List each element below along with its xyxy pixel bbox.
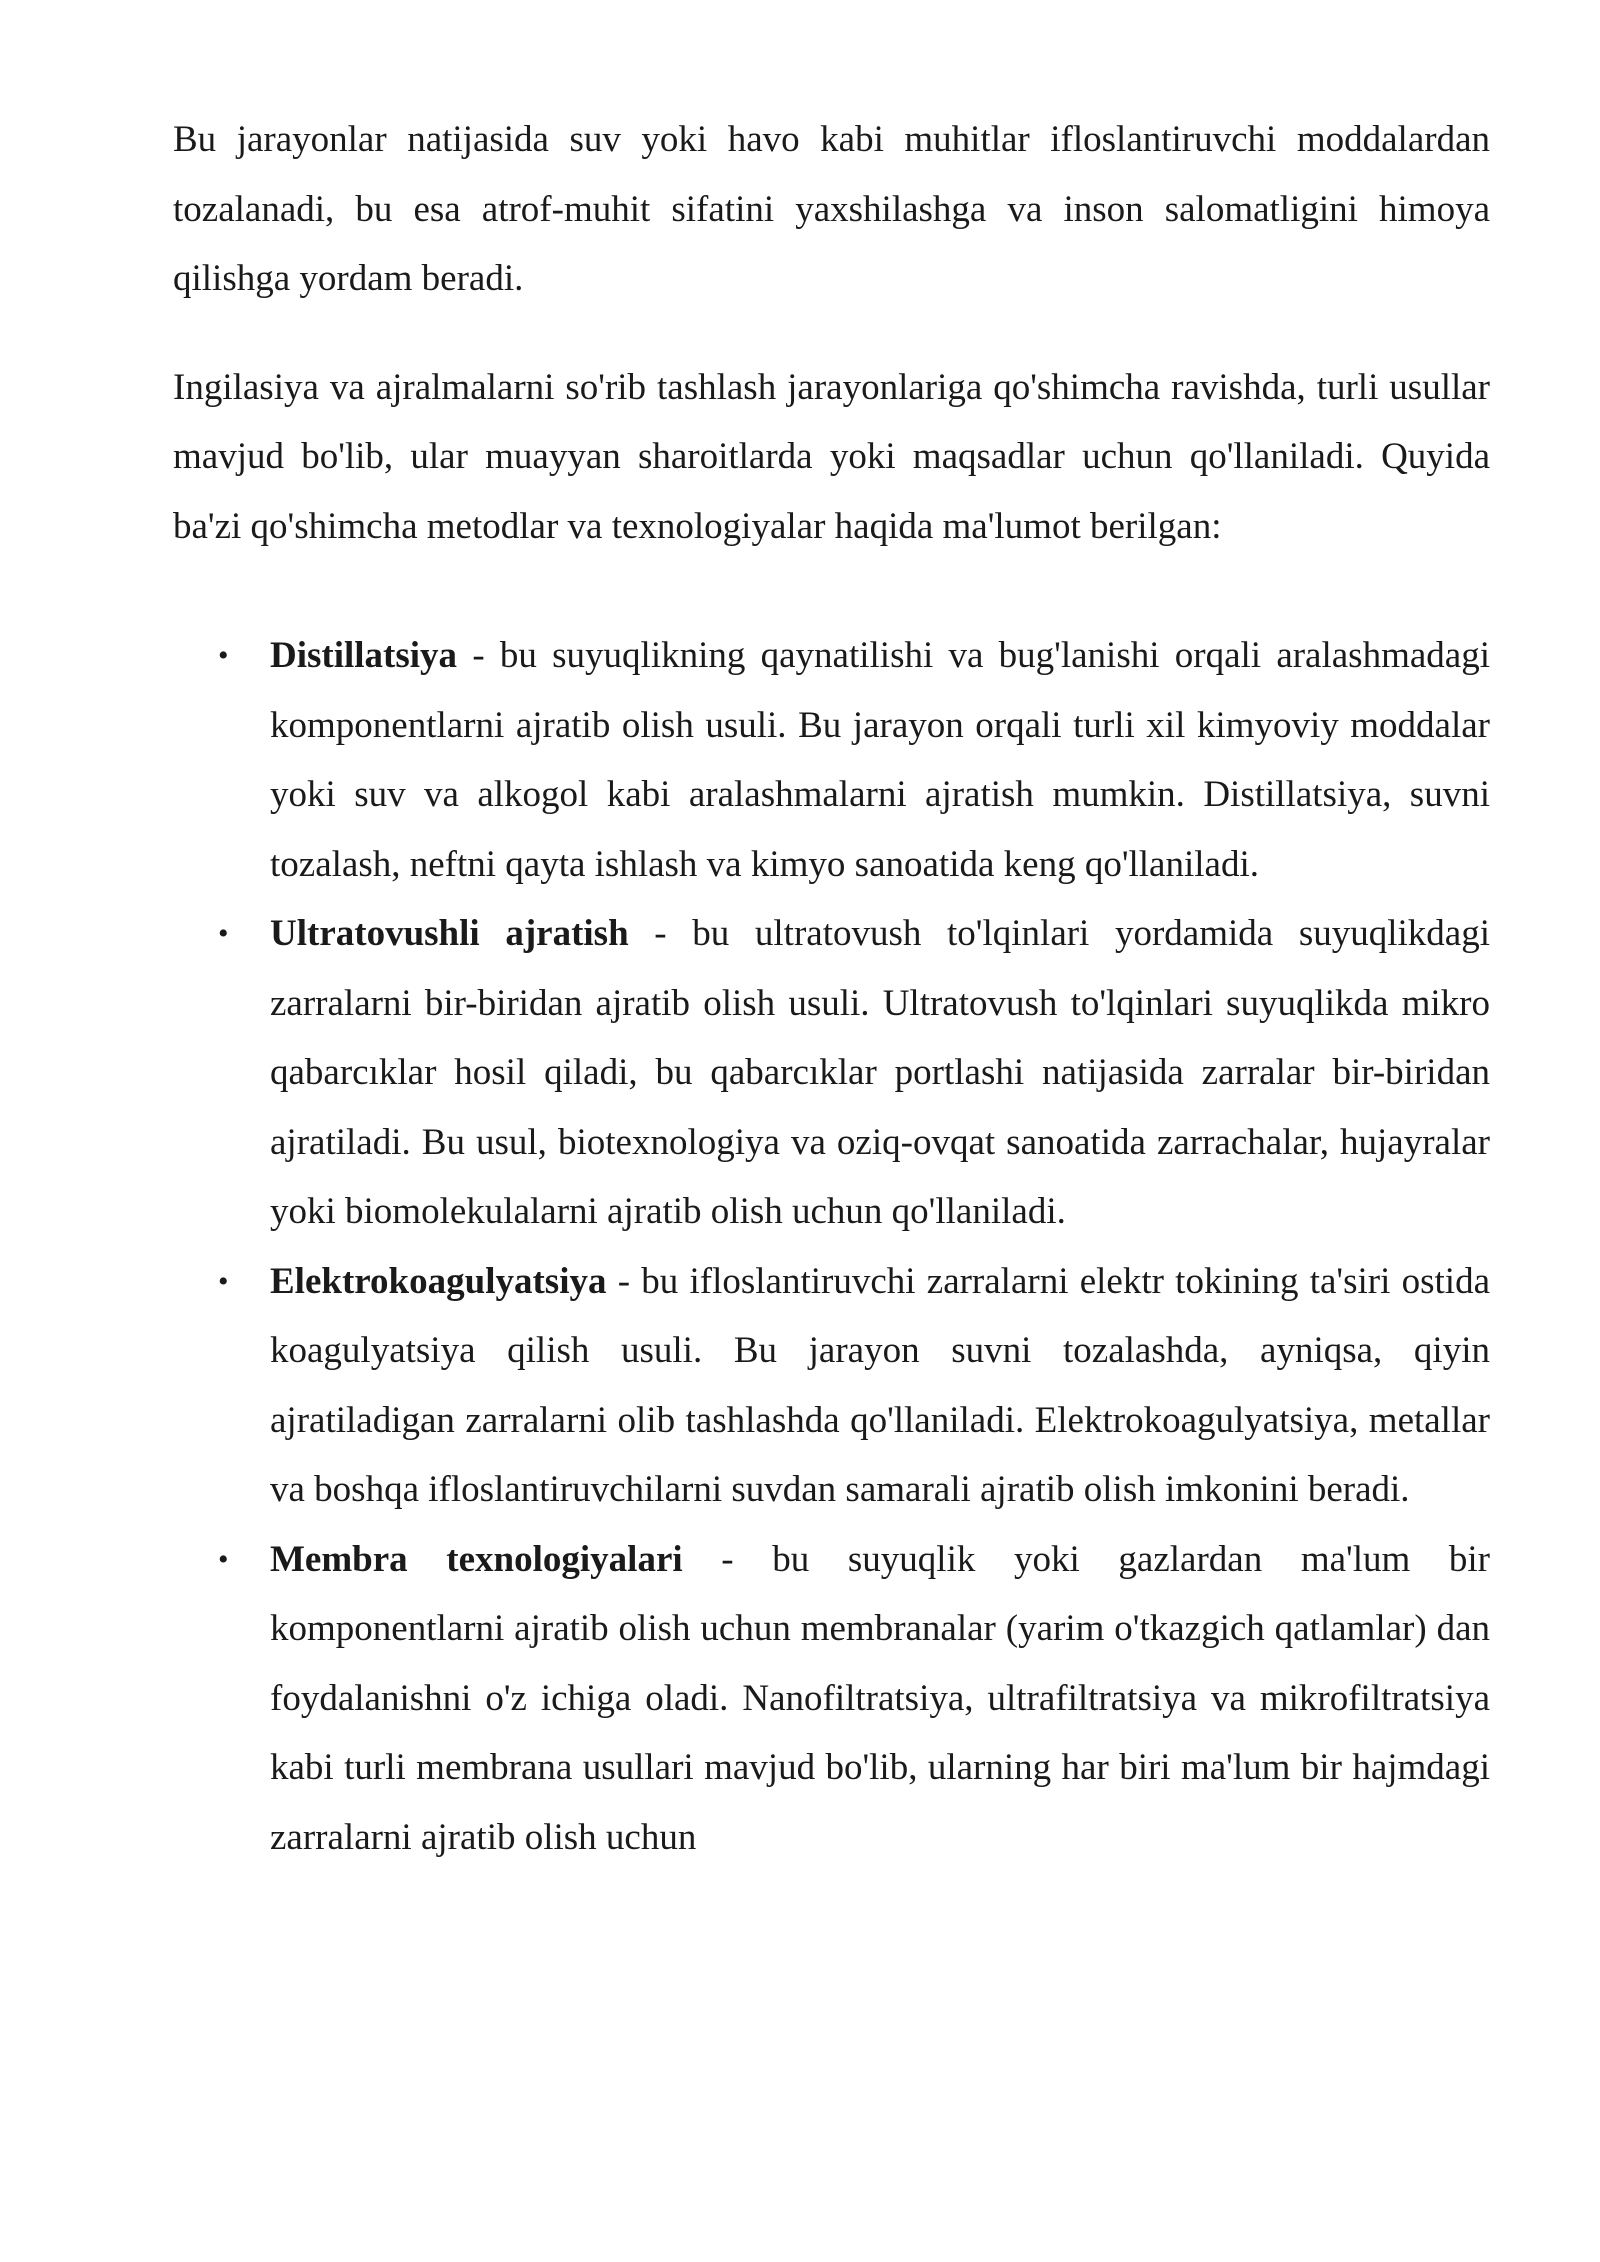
list-item: [173, 1525, 1490, 1873]
method-description: - bu ifloslantiruvchi zarralarni elektr tokining ta'siri ostida koagulyatsiya qilish usuli. Bu jarayon suvni tozalashda, ayniqsa, qiyin ajratiladigan zarralarni olib tashlashda qo'llaniladi. Elektrokoagulyatsiya, metallar va boshqa ifloslantiruvchilarni suvdan samarali ajratib olish imkonini beradi.: [270, 1260, 1490, 1510]
method-description: - bu suyuqlik yoki gazlardan ma'lum bir komponentlarni ajratib olish uchun membranalar (yarim o'tkazgich qatlamlar) dan foydalanishni o'z ichiga oladi. Nanofiltratsiya, ultrafiltratsiya va mikrofiltratsiya kabi turli membrana usullari mavjud bo'lib, ularning har biri ma'lum bir hajmdagi zarralarni ajratib olish uchun: [270, 1538, 1490, 1858]
bullet-icon: •: [218, 1542, 229, 1576]
intro-paragraph-1: Bu jarayonlar natijasida suv yoki havo kabi muhitlar ifloslantiruvchi moddalardan tozalanadi, bu esa atrof-muhit sifatini yaxshilashga va inson salomatligini himoya qilishga yordam beradi.: [173, 119, 1490, 299]
document-page: [173, 105, 1490, 1872]
methods-list: [173, 621, 1490, 1872]
bullet-icon: •: [218, 639, 229, 672]
method-term: Elektrokoagulyatsiya: [270, 1260, 607, 1302]
bullet-icon: •: [218, 1264, 229, 1298]
method-description: - bu ultratovush to'lqinlari yordamida suyuqlikdagi zarralarni bir-biridan ajratib olish usuli. Ultratovush to'lqinlari suyuqlikda mikro qabarcıklar hosil qiladi, bu qabarcıklar portlashi natijasida zarralar bir-biridan ajratiladi. Bu usul, biotexnologiya va oziq-ovqat sanoatida zarrachalar, hujayralar yoki biomolekulalarni ajratib olish uchun qo'llaniladi.: [270, 913, 1491, 1232]
method-term: Distillatsiya: [270, 635, 458, 676]
method-term: Ultratovushli ajratish: [270, 913, 629, 954]
list-item: [173, 1247, 1490, 1525]
method-description: - bu suyuqlikning qaynatilishi va bug'lanishi orqali aralashmadagi komponentlarni ajratib olish usuli. Bu jarayon orqali turli xil kimyoviy moddalar yoki suv va alkogol kabi aralashmalarni ajratish mumkin. Distillatsiya, suvni tozalash, neftni qayta ishlash va kimyo sanoatida keng qo'llaniladi.: [270, 635, 1490, 885]
method-term: Membra texnologiyalari: [270, 1538, 683, 1580]
intro-paragraph-2: Ingilasiya va ajralmalarni so'rib tashlash jarayonlariga qo'shimcha ravishda, turli usullar mavjud bo'lib, ular muayyan sharoitlarda yoki maqsadlar uchun qo'llaniladi. Quyida ba'zi qo'shimcha metodlar va texnologiyalar haqida ma'lumot berilgan:: [173, 366, 1490, 547]
list-item: [173, 899, 1490, 1247]
bullet-icon: •: [218, 917, 229, 950]
list-item: [173, 621, 1490, 899]
